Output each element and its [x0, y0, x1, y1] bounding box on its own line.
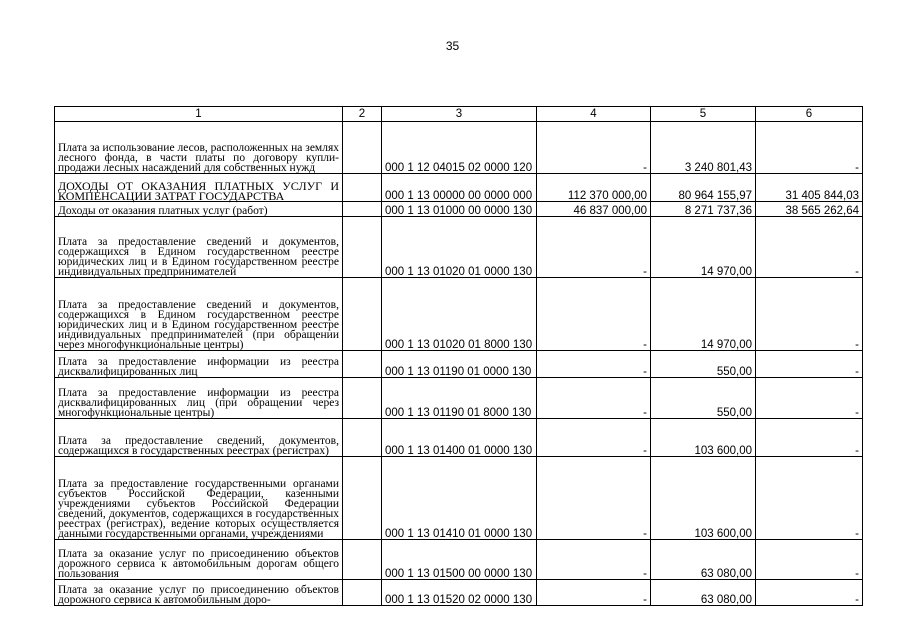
row-name: Плата за оказание услуг по присоединению объектов дорожного сервиса к автомобильным дорогам общего пользования [55, 540, 343, 580]
table-row [55, 174, 863, 202]
row-remaining: - [756, 217, 863, 278]
row-remaining: - [756, 378, 863, 419]
table-row [55, 202, 863, 217]
row-name: Плата за предоставление информации из реестра дисквалифицированных лиц (при обращении через многофункциональные центры) [55, 378, 343, 419]
row-remaining: - [756, 580, 863, 606]
row-col2 [343, 457, 382, 540]
row-code: 000 1 13 01000 00 0000 130 [382, 202, 537, 217]
row-code: 000 1 13 01020 01 8000 130 [382, 278, 537, 351]
row-remaining: - [756, 278, 863, 351]
row-code: 000 1 13 01400 01 0000 130 [382, 419, 537, 457]
row-executed: 63 080,00 [651, 580, 756, 606]
table-row [55, 217, 863, 278]
row-plan: - [537, 540, 651, 580]
row-plan: - [537, 378, 651, 419]
row-plan: - [537, 122, 651, 174]
row-executed: 80 964 155,97 [651, 174, 756, 202]
row-plan: - [537, 457, 651, 540]
row-name: Доходы от оказания платных услуг (работ) [55, 202, 343, 217]
row-col2 [343, 174, 382, 202]
row-plan: - [537, 580, 651, 606]
row-executed: 103 600,00 [651, 419, 756, 457]
column-header-2: 2 [343, 107, 382, 122]
row-executed: 550,00 [651, 351, 756, 378]
row-plan: - [537, 278, 651, 351]
row-code: 000 1 13 01500 00 0000 130 [382, 540, 537, 580]
row-plan: - [537, 351, 651, 378]
row-name: ДОХОДЫ ОТ ОКАЗАНИЯ ПЛАТНЫХ УСЛУГ И КОМПЕНСАЦИИ ЗАТРАТ ГОСУДАРСТВА [55, 174, 343, 202]
table-row [55, 278, 863, 351]
row-executed: 3 240 801,43 [651, 122, 756, 174]
row-executed: 63 080,00 [651, 540, 756, 580]
row-col2 [343, 217, 382, 278]
row-name: Плата за предоставление сведений и документов, содержащихся в Едином государственном реестре юридических лиц и в Едином государственном реестре индивидуальных предпринимателей [55, 217, 343, 278]
table-header-row [55, 107, 863, 122]
row-name: Плата за использование лесов, расположенных на землях лесного фонда, в части платы по договору купли-продажи лесных насаждений для собственных нужд [55, 122, 343, 174]
row-col2 [343, 378, 382, 419]
row-code: 000 1 13 01410 01 0000 130 [382, 457, 537, 540]
row-remaining: 31 405 844,03 [756, 174, 863, 202]
row-remaining: - [756, 457, 863, 540]
budget-revenue-table [54, 106, 863, 606]
row-code: 000 1 13 01190 01 8000 130 [382, 378, 537, 419]
row-remaining: - [756, 351, 863, 378]
page-number: 35 [445, 39, 460, 53]
row-col2 [343, 580, 382, 606]
row-plan: 46 837 000,00 [537, 202, 651, 217]
row-remaining: - [756, 122, 863, 174]
row-col2 [343, 419, 382, 457]
row-executed: 103 600,00 [651, 457, 756, 540]
row-executed: 550,00 [651, 378, 756, 419]
table-row [55, 419, 863, 457]
row-col2 [343, 122, 382, 174]
column-header-1: 1 [55, 107, 343, 122]
row-remaining: - [756, 540, 863, 580]
table-row [55, 540, 863, 580]
row-name: Плата за предоставление информации из реестра дисквалифицированных лиц [55, 351, 343, 378]
row-executed: 14 970,00 [651, 278, 756, 351]
row-col2 [343, 202, 382, 217]
row-plan: - [537, 419, 651, 457]
row-remaining: 38 565 262,64 [756, 202, 863, 217]
row-name: Плата за предоставление сведений, документов, содержащихся в государственных реестрах (регистрах) [55, 419, 343, 457]
row-name: Плата за предоставление сведений и документов, содержащихся в Едином государственном реестре юридических лиц и в Едином государственном реестре индивидуальных предпринимателей (при обращении через многофункциональные центры) [55, 278, 343, 351]
row-code: 000 1 12 04015 02 0000 120 [382, 122, 537, 174]
row-col2 [343, 540, 382, 580]
row-remaining: - [756, 419, 863, 457]
row-plan: 112 370 000,00 [537, 174, 651, 202]
row-col2 [343, 351, 382, 378]
column-header-4: 4 [537, 107, 651, 122]
row-name: Плата за оказание услуг по присоединению объектов дорожного сервиса к автомобильным доро- [55, 580, 343, 606]
row-code: 000 1 13 01190 01 0000 130 [382, 351, 537, 378]
row-code: 000 1 13 01520 02 0000 130 [382, 580, 537, 606]
row-code: 000 1 13 00000 00 0000 000 [382, 174, 537, 202]
row-plan: - [537, 217, 651, 278]
column-header-5: 5 [651, 107, 756, 122]
table-row [55, 351, 863, 378]
table-row [55, 122, 863, 174]
row-executed: 14 970,00 [651, 217, 756, 278]
row-executed: 8 271 737,36 [651, 202, 756, 217]
row-code: 000 1 13 01020 01 0000 130 [382, 217, 537, 278]
row-name: Плата за предоставление государственными органами субъектов Российской Федерации, казенными учреждениями субъектов Российской Федерации сведений, документов, содержащихся в государственных реестрах (регистрах), ведение которых осуществляется данными государственными органами, учреждениями [55, 457, 343, 540]
table-row [55, 378, 863, 419]
table-row [55, 457, 863, 540]
column-header-3: 3 [382, 107, 537, 122]
table-row [55, 580, 863, 606]
column-header-6: 6 [756, 107, 863, 122]
row-col2 [343, 278, 382, 351]
